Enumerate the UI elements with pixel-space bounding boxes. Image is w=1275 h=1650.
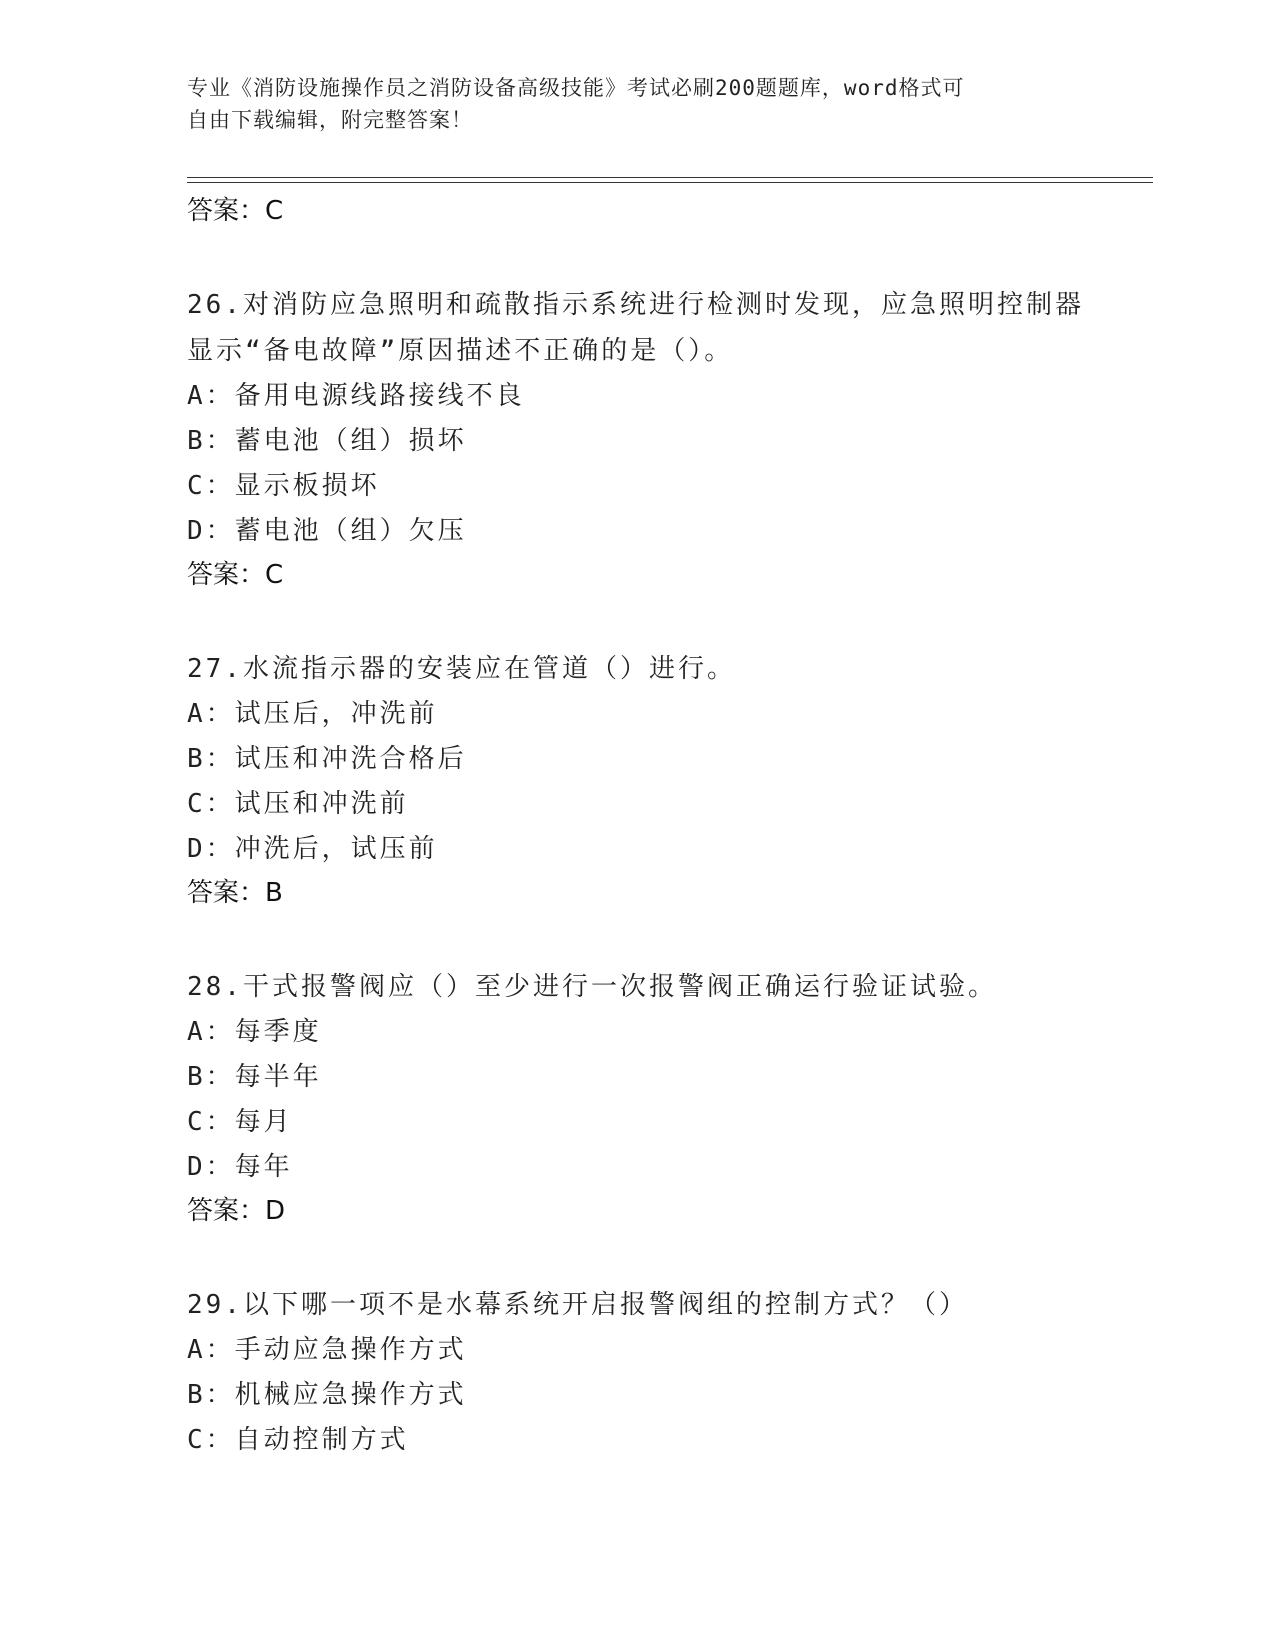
question-text xyxy=(187,964,1147,1010)
option-c: C：自动控制方式 xyxy=(187,1425,409,1455)
option-c: C：每月 xyxy=(187,1107,293,1137)
option-d: D：每年 xyxy=(187,1152,293,1182)
option-a: A：手动应急操作方式 xyxy=(187,1335,467,1365)
option-a: A：备用电源线路接线不良 xyxy=(187,381,525,411)
question-item-28 xyxy=(187,964,1147,1232)
option-b: B：蓄电池（组）损坏 xyxy=(187,426,467,456)
header-line-2: 自由下载编辑，附完整答案！ xyxy=(187,108,473,132)
question-list xyxy=(187,190,1147,1513)
header-divider-thin xyxy=(187,182,1153,183)
question-item-27 xyxy=(187,646,1147,914)
header-line-1: 专业《消防设施操作员之消防设备高级技能》考试必刷200题题库，word格式可 xyxy=(187,76,965,100)
question-line: 28.干式报警阀应（）至少进行一次报警阀正确运行验证试验。 xyxy=(187,972,997,1002)
option-a: A：试压后，冲洗前 xyxy=(187,699,438,729)
question-line: 27.水流指示器的安装应在管道（）进行。 xyxy=(187,654,736,684)
option-d: D：冲洗后，试压前 xyxy=(187,834,438,864)
option-b: B：机械应急操作方式 xyxy=(187,1380,467,1410)
option-c: C：试压和冲洗前 xyxy=(187,789,409,819)
answer-line: 答案：C xyxy=(187,560,284,590)
question-line: 29.以下哪一项不是水幕系统开启报警阀组的控制方式？（） xyxy=(187,1290,968,1320)
document-header xyxy=(187,72,1087,136)
question-item-26 xyxy=(187,282,1147,596)
previous-answer: 答案：C xyxy=(187,196,284,226)
question-item-29 xyxy=(187,1282,1147,1463)
option-a: A：每季度 xyxy=(187,1017,322,1047)
option-d: D：蓄电池（组）欠压 xyxy=(187,516,467,546)
header-divider xyxy=(187,177,1153,178)
answer-line: 答案：D xyxy=(187,1196,286,1226)
question-text xyxy=(187,646,1147,692)
question-text xyxy=(187,1282,1147,1328)
question-text xyxy=(187,282,1147,374)
question-line: 显示“备电故障”原因描述不正确的是（）。 xyxy=(187,336,734,366)
question-line: 26.对消防应急照明和疏散指示系统进行检测时发现，应急照明控制器 xyxy=(187,290,1084,320)
option-b: B：每半年 xyxy=(187,1062,322,1092)
option-c: C：显示板损坏 xyxy=(187,471,380,501)
answer-line: 答案：B xyxy=(187,878,283,908)
option-b: B：试压和冲洗合格后 xyxy=(187,744,467,774)
